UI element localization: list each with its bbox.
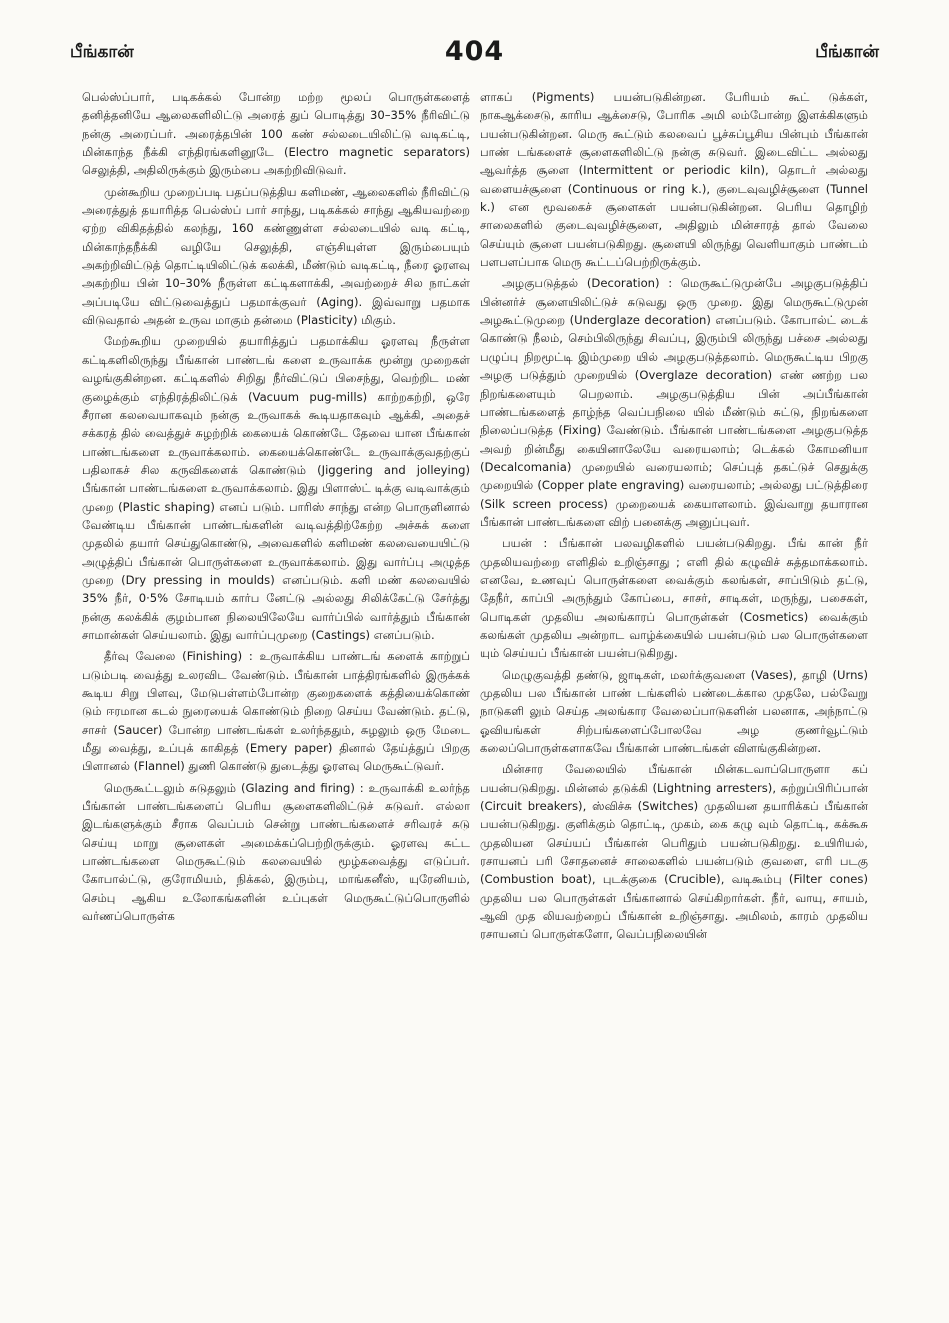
paragraph: தீர்வு வேலை (Finishing) : உருவாக்கிய பாண்டங் களைக் காற்றுப் படும்படி வைத்து உலரவிட வேண்டும். பீங்கான் பாத்திரங்களில் இருக்கக் கூடிய சிறு பிளவு, மேடுபள்ளம்போன்ற குறைகளைக் கத்தியைக்கொண் டும் ஈரமான கடல் நுரையைக் கொண்டும் நிறை செய்ய வேண்டும். தட்டு, சாசர் (Saucer) போன்ற பாண்டங்கள் உலர்ந்ததும், சுழலும் ஒரு மேடை மீது வைத்து, உப்புக் காகிதத் (Emery paper) தினால் தேய்த்துப் பிறகு பிளானல் (Flannel) துணி கொண்டு துடைத்து ஓரளவு மெருகூட்டுவர்.: [82, 649, 470, 774]
paragraph: ளாகப் (Pigments) பயன்படுகின்றன. பேரியம் கூட் டுக்கள், நாகஆக்சைடு, காரிய ஆக்சைடு, போரிக அமி லம்போன்ற இளக்கிகளும் பயன்படுகின்றன. மெரு கூட்டும் கலவைப் பூச்சுப்பூசிய பின்பும் பீங்கான் பாண் டங்களைச் சூளைகளிலிட்டு நன்கு சுடுவர். இடைவிட்ட அல்லது ஆவர்த்த சூளை (Intermittent or periodic kiln), தொடர் அல்லது வளையச்சூளை (Continuous or ring k.), குடைவுவழிச்சூளை (Tunnel k.) என மூவகைச் சூளைகள் பயன்படுகின்றன. பெரிய தொழிற் சாலைகளில் குடைவுவழிச்சூளை, அதிலும் மின்சாரத் தால் வேலை செய்யும் சூளை பயன்படுகிறது. சூளையி லிருந்து வெளியாகும் பாண்டம் பளபளப்பாக மெரு கூட்டப்பெற்றிருக்கும்.: [480, 90, 868, 270]
paragraph: மெருகூட்டலும் சுடுதலும் (Glazing and firing) : உருவாக்கி உலர்ந்த பீங்கான் பாண்டங்களைப் பெரிய சூளைகளிலிட்டுச் சுடுவர். எல்லா இடங்களுக்கும் சீராக வெப்பம் சென்று பாண்டங்களைச் சரிவரச் சுடு செய்யு மாறு சூளைகள் அமைக்கப்பெற்றிருக்கும். ஓரளவு சுட்ட பாண்டங்களை மெருகூட்டும் கலவையில் மூழ்கவைத்து எடுப்பர். கோபால்ட்டு, குரோமியம், நிக்கல், இரும்பு, மாங்கனீஸ், யுரேனியம், செம்பு ஆகிய உலோகங்களின் உப்புகள் மெருகூட்டுப்பொருளில் வர்ணப்பொருள்க: [82, 780, 470, 924]
left-column: [82, 88, 470, 928]
page-number: 404: [444, 36, 505, 67]
running-head-right: பீங்கான்: [815, 42, 879, 62]
paragraph: பயன் : பீங்கான் பலவழிகளில் பயன்படுகிறது. பீங் கான் நீர் முதலியவற்றை எளிதில் உறிஞ்சாது ; எளி தில் கழுவிச் சுத்தமாக்கலாம். எனவே, உணவுப் பொருள்களை வைக்கும் கலங்கள், சாப்பிடும் தட்டு, தேநீர், காப்பி அருந்தும் கோப்பை, சாசர், சாடிகள், மருந்து, பசைகள், பொடிகள் முதலிய அலங்காரப் பொருள்கள் (Cosmetics) வைக்கும் கலங்கள் முதலிய அன்றாட வாழ்க்கையில் பயன்படும் பல பொருள்களை யும் செய்யப் பீங்கான் பயன்படுகிறது.: [480, 536, 868, 661]
page-header: [70, 36, 879, 76]
right-column: [480, 88, 868, 947]
paragraph: முன்கூறிய முறைப்படி பதப்படுத்திய களிமண், ஆலைகளில் நீரிவிட்டு அரைத்துத் தயாரித்த பெல்ஸ்ப் பார் சாந்து, படிகக்கல் சாந்து ஆகியவற்றை ஏற்ற விகிதத்தில் கலந்து, 160 கண்ணுள்ள சல்லடையில் வடி கட்டி, மின்காந்தநீக்கி வழியே செலுத்தி, எஞ்சியுள்ள இரும்பையும் அகற்றிவிட்டுத் தொட்டியிலிட்டுக் கலக்கி, மீண்டும் வடிகட்டி, நீரை ஓரளவு அகற்றிய பின் 10–30% நீருள்ள கட்டிகளாக்கி, அவற்றைச் சில நாட்கள் அப்படியே விட்டுவைத்துப் பதமாக்குவர் (Aging). இவ்வாறு பதமாக விடுவதால் அதன் உருவ மாகும் தன்மை (Plasticity) மிகும்.: [82, 184, 470, 328]
paragraph: மேற்கூறிய முறையில் தயாரித்துப் பதமாக்கிய ஓரளவு நீருள்ள கட்டிகளிலிருந்து பீங்கான் பாண்டங் களை உருவாக்க மூன்று முறைகள் வழங்குகின்றன. கட்டிகளில் சிறிது நீர்விட்டுப் பிசைந்து, வெற்றிட மண் குழைக்கும் எந்திரத்திலிட்டுக் (Vacuum pug-mills) காற்றகற்றி, ஒரே சீரான கலவையாகவும் நன்கு உருவாகக் கூடியதாகவும் ஆக்கி, அதைச் சக்கரத் தில் வைத்துச் சுழற்றிக் கையைக் கொண்டே தேவை யான பீங்கான் பாண்டங்களை உருவாக்கலாம். கையைக்கொண்டே உருவாக்குவதற்குப் பதிலாகச் சில கருவிகளைக் கொண்டும் (Jiggering and jolleying) பீங்கான் பாண்டங்களை உருவாக்கலாம். இது பிளாஸ்ட் டிக்கு வடிவாக்கும் முறை (Plastic shaping) எனப் படும். பாரிஸ் சாந்து என்ற பொருளினால் வேண்டிய பீங்கான் பாண்டங்களின் வடிவத்திற்கேற்ற அச்சுக் களை முதலில் தயார் செய்துகொண்டு, அவைகளில் களிமண் கலவையையிட்டு அழுத்திப் பீங்கான் பொருள்களை உருவாக்கலாம். இது வார்ப்பு அழுத்த முறை (Dry pressing in moulds) எனப்படும். களி மண் கலவையில் 35% நீர், 0·5% சோடியம் கார்ப னேட்டு அல்லது சிலிக்கேட்டு சேர்த்து நன்கு கலக்கிக் குழம்பான நிலையிலேயே வார்ப்பில் வார்த்தும் பீங்கான் சாமான்கள் செய்யலாம். இது வார்ப்புமுறை (Castings) எனப்படும்.: [82, 334, 470, 642]
paragraph: மெழுகுவத்தி தண்டு, ஜாடிகள், மலர்க்குவளை (Vases), தாழி (Urns) முதலிய பல பீங்கான் பாண் டங்களில் பண்டைக்கால முதலே, பல்வேறு நாடுகளி லும் செய்த அலங்கார வேலைப்பாடுகளின் பலனாக, அந்நாட்டு ஓவியங்கள் சிற்பங்களைப்போலவே அழ குணர்வூட்டும் கலைப்பொருள்களாகவே பீங்கான் பாண்டங்கள் விளங்குகின்றன.: [480, 667, 868, 756]
running-head-left: பீங்கான்: [70, 42, 134, 62]
paragraph: அழகுபடுத்தல் (Decoration) : மெருகூட்டுமுன்பே அழகுபடுத்திப் பின்னர்ச் சூளையிலிட்டுச் சுடுவது ஒரு முறை. இது மெருகூட்டுமுன் அழகூட்டுமுறை (Underglaze decoration) எனப்படும். கோபால்ட் டைக் கொண்டு நீலம், செம்பிலிருந்து சிவப்பு, இரும்பி லிருந்து பச்சை அல்லது பழுப்பு நிறமூட்டி இம்முறை யில் அழகுபடுத்தலாம். மெருகூட்டிய பிறகு அழகு படுத்தும் முறையில் (Overglaze decoration) எண் ணற்ற பல நிறங்களையும் பெறலாம். அழகுபடுத்திய பின் அப்பீங்கான் பாண்டங்களைத் தாழ்ந்த வெப்பநிலை யில் மீண்டும் சுட்டு, நிறங்களை நிலைப்படுத்த (Fixing) வேண்டும். பீங்கான் பாண்டங்களை அழகுபடுத்த அவற் றின்மீது கையினாலேயே வரையலாம்; டெக்கல் கோமனியா (Decalcomania) முறையில் வரையலாம்; செப்புத் தகட்டுச் செதுக்கு முறையில் (Copper plate engraving) வரையலாம்; அல்லது பட்டுத்திரை (Silk screen process) முறையைக் கையாளலாம். இவ்வாறு தயாரான பீங்கான் பாண்டங்களை விற் பனைக்கு அனுப்புவர்.: [480, 276, 868, 529]
paragraph: பெல்ஸ்ப்பார், படிகக்கல் போன்ற மற்ற மூலப் பொருள்களைத் தனித்தனியே ஆலைகளிலிட்டு அரைத் துப் பொடித்து 30–35% நீரிவிட்டு நன்கு அரைப்பர். அரைத்தபின் 100 கண் சல்லடையிலிட்டு வடிகட்டி, மின்காந்த நீக்கி எந்திரங்களினூடே (Electro magnetic separators) செலுத்தி, அதிலிருக்கும் இரும்பை அகற்றிவிடுவர்.: [82, 90, 470, 178]
paragraph: மின்சார வேலையில் பீங்கான் மின்கடவாப்பொருளா கப் பயன்படுகிறது. மின்னல் தடுக்கி (Lightning arresters), சுற்றுப்பிரிப்பான் (Circuit breakers), ஸ்விச்சு (Switches) முதலியன தயாரிக்கப் பீங்கான் பயன்படுகிறது. குளிக்கும் தொட்டி, முகம், கை கழு வும் தொட்டி, கக்கூசு முதலியன செய்யப் பீங்கான் பெரிதும் பயன்படுகிறது. உயிரியல், ரசாயனப் பரி சோதனைச் சாலைகளில் பயன்படும் குவளை, எரி படகு (Combustion boat), புடக்குகை (Crucible), வடிகூம்பு (Filter cones) முதலிய பல பொருள்கள் பீங்கானால் செய்கிறார்கள். நீர், வாயு, சாயம், ஆவி முத லியவற்றைப் பீங்கான் உறிஞ்சாது. அமிலம், காரம் முதலிய ரசாயனப் பொருள்களோ, வெப்பநிலையின்: [480, 762, 868, 942]
